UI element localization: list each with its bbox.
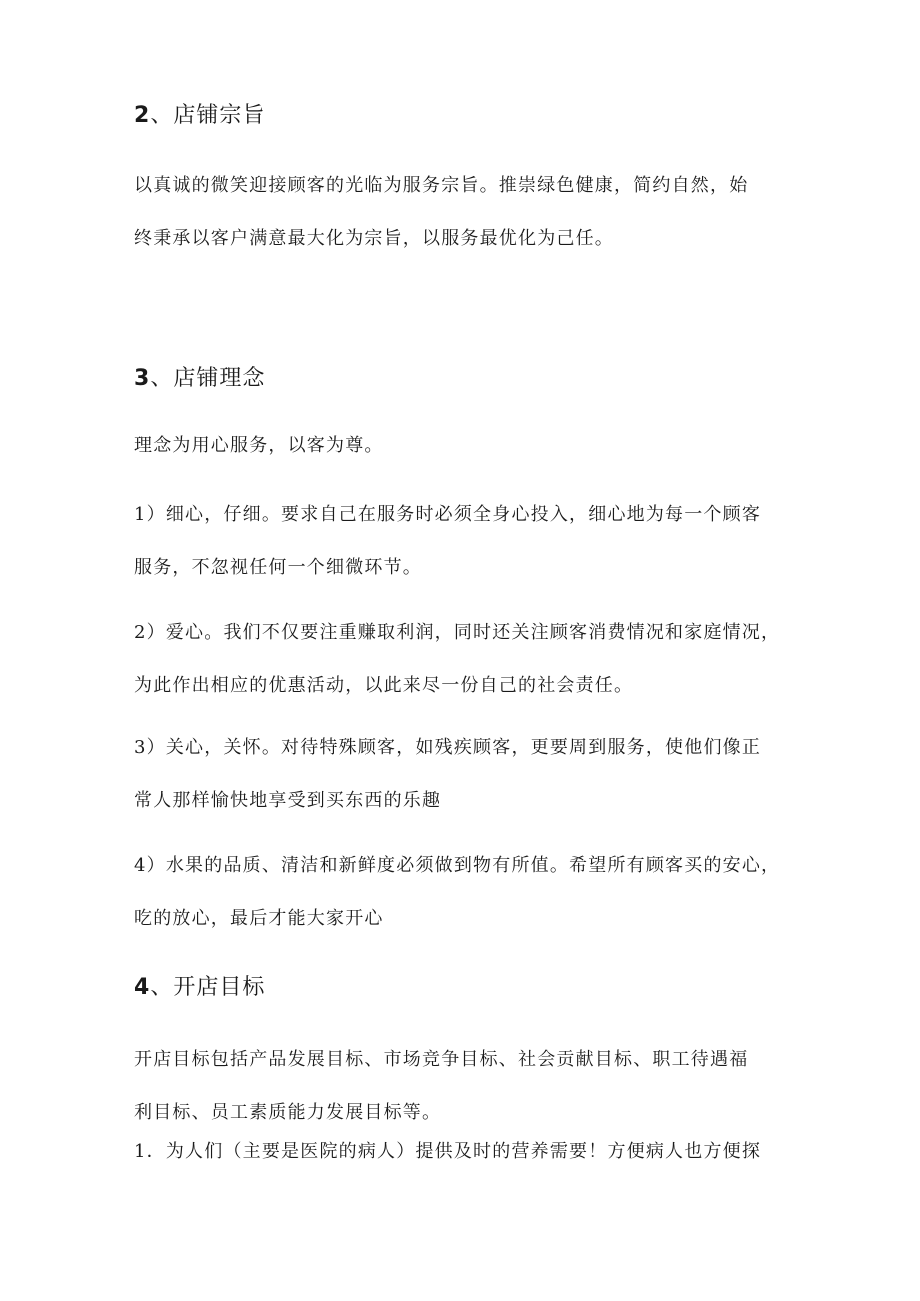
section-3-intro bbox=[134, 432, 790, 460]
section-4-number: 4 bbox=[134, 975, 151, 1000]
paragraph-line: 终秉承以客户满意最大化为宗旨，以服务最优化为己任。 bbox=[134, 228, 614, 249]
section-2-paragraph bbox=[134, 172, 790, 253]
paragraph-line: 4）水果的品质、清洁和新鲜度必须做到物有所值。希望所有顾客买的安心， bbox=[134, 855, 781, 876]
paragraph-line: 理念为用心服务，以客为尊。 bbox=[134, 435, 384, 456]
paragraph-line: 1）细心，仔细。要求自己在服务时必须全身心投入，细心地为每一个顾客 bbox=[134, 504, 762, 525]
section-3-number: 3 bbox=[134, 366, 151, 391]
paragraph-line: 为此作出相应的优惠活动，以此来尽一份自己的社会责任。 bbox=[134, 675, 634, 696]
paragraph-line: 利目标、员工素质能力发展目标等。 bbox=[134, 1102, 442, 1123]
paragraph-line: 以真诚的微笑迎接顾客的光临为服务宗旨。推崇绿色健康，简约自然，始 bbox=[134, 175, 749, 196]
paragraph-line: 开店目标包括产品发展目标、市场竞争目标、社会贡献目标、职工待遇福 bbox=[134, 1049, 749, 1070]
section-4-paragraph bbox=[134, 1046, 790, 1127]
section-2-heading bbox=[134, 101, 265, 131]
list-item bbox=[134, 619, 790, 700]
paragraph-line: 吃的放心，最后才能大家开心 bbox=[134, 908, 384, 929]
paragraph-line: 1．为人们（主要是医院的病人）提供及时的营养需要！方便病人也方便探 bbox=[134, 1141, 762, 1162]
paragraph-line: 3）关心，关怀。对待特殊顾客，如残疾顾客，更要周到服务，使他们像正 bbox=[134, 737, 762, 758]
paragraph-line: 常人那样愉快地享受到买东西的乐趣 bbox=[134, 790, 442, 811]
section-2-title: 、店铺宗旨 bbox=[150, 103, 266, 128]
section-3-title: 、店铺理念 bbox=[150, 366, 266, 391]
list-item bbox=[134, 501, 790, 582]
list-item bbox=[134, 734, 790, 815]
section-4-heading bbox=[134, 973, 265, 1003]
paragraph-line: 服务，不忽视任何一个细微环节。 bbox=[134, 557, 422, 578]
section-2-number: 2 bbox=[134, 103, 151, 128]
section-3-heading bbox=[134, 364, 265, 394]
paragraph-line: 2）爱心。我们不仅要注重赚取利润，同时还关注顾客消费情况和家庭情况， bbox=[134, 622, 781, 643]
section-4-title: 、开店目标 bbox=[150, 975, 266, 1000]
list-item bbox=[134, 852, 790, 933]
section-4-goal-1 bbox=[134, 1138, 790, 1166]
